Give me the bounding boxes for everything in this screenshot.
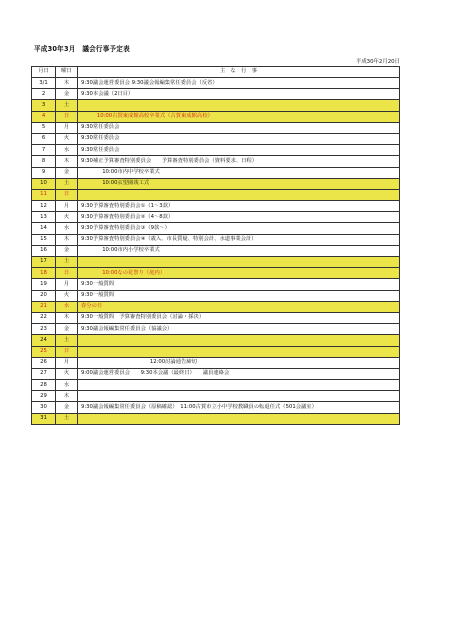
weekday-cell: 日 <box>56 268 78 279</box>
day-cell: 5 <box>32 122 56 133</box>
weekday-cell: 土 <box>56 178 78 189</box>
day-cell: 18 <box>32 268 56 279</box>
table-row <box>32 301 400 312</box>
weekday-cell: 月 <box>56 279 78 290</box>
weekday-cell: 水 <box>56 145 78 156</box>
weekday-cell: 金 <box>56 245 78 256</box>
day-cell: 11 <box>32 189 56 200</box>
day-cell: 29 <box>32 391 56 402</box>
day-cell: 21 <box>32 301 56 312</box>
weekday-cell: 月 <box>56 357 78 368</box>
events-cell: 9:00議会運営委員会 9:30本会議（最終日） 議員連絡会 <box>78 368 400 379</box>
weekday-cell: 水 <box>56 301 78 312</box>
weekday-cell: 日 <box>56 111 78 122</box>
day-cell: 16 <box>32 245 56 256</box>
day-cell: 22 <box>32 312 56 323</box>
events-cell: 10:00市内小学校卒業式 <box>78 245 400 256</box>
day-cell: 30 <box>32 402 56 413</box>
weekday-cell: 火 <box>56 212 78 223</box>
table-row <box>32 234 400 245</box>
table-row <box>32 122 400 133</box>
header-day: 月日 <box>32 67 56 78</box>
events-cell <box>78 100 400 111</box>
events-cell: 9:30予算審査特別委員会②（4〜8款） <box>78 212 400 223</box>
day-cell: 4 <box>32 111 56 122</box>
day-cell: 2 <box>32 89 56 100</box>
day-cell: 27 <box>32 368 56 379</box>
events-cell: 9:30予算審査特別委員会④（歳入、市長質疑、特別会計、水道事業会計） <box>78 234 400 245</box>
events-cell: 9:30議会報編集常任委員会（原稿確認） 11:00古賀市立小中学校教職員の転退任式（501会議室） <box>78 402 400 413</box>
table-row <box>32 78 400 89</box>
events-cell: 9:30一般質問 <box>78 279 400 290</box>
table-row <box>32 100 400 111</box>
weekday-cell: 月 <box>56 122 78 133</box>
table-row <box>32 156 400 167</box>
events-cell: 9:30一般質問 予算審査特別委員会（討論・採決） <box>78 312 400 323</box>
events-cell: 10:00なの花祭り（庭内） <box>78 268 400 279</box>
weekday-cell: 水 <box>56 380 78 391</box>
day-cell: 17 <box>32 257 56 268</box>
events-cell: 9:30常任委員会 <box>78 122 400 133</box>
table-row <box>32 133 400 144</box>
events-cell: 9:30補正予算審査特別委員会 予算審査特別委員会（資料要求、日程） <box>78 156 400 167</box>
table-row <box>32 223 400 234</box>
weekday-cell: 土 <box>56 335 78 346</box>
table-row <box>32 312 400 323</box>
header-events: 主 な 行 事 <box>78 67 400 78</box>
day-cell: 6 <box>32 133 56 144</box>
table-row <box>32 357 400 368</box>
table-header-row <box>32 67 400 78</box>
weekday-cell: 火 <box>56 133 78 144</box>
day-cell: 13 <box>32 212 56 223</box>
table-row <box>32 111 400 122</box>
table-row <box>32 245 400 256</box>
events-cell <box>78 391 400 402</box>
weekday-cell: 金 <box>56 324 78 335</box>
weekday-cell: 金 <box>56 402 78 413</box>
weekday-cell: 水 <box>56 223 78 234</box>
weekday-cell: 土 <box>56 257 78 268</box>
table-row <box>32 257 400 268</box>
header-weekday: 曜日 <box>56 67 78 78</box>
issue-date: 平成30年2月20日 <box>355 59 400 65</box>
day-cell: 3 <box>32 100 56 111</box>
day-cell: 28 <box>32 380 56 391</box>
day-cell: 14 <box>32 223 56 234</box>
day-cell: 31 <box>32 413 56 424</box>
weekday-cell: 土 <box>56 100 78 111</box>
table-row <box>32 324 400 335</box>
day-cell: 12 <box>32 201 56 212</box>
schedule-table <box>31 66 400 425</box>
events-cell <box>78 413 400 424</box>
day-cell: 7 <box>32 145 56 156</box>
table-row <box>32 346 400 357</box>
events-cell: 10:00古賀東成館高校卒業式（古賀東成館高校） <box>78 111 400 122</box>
table-row <box>32 178 400 189</box>
weekday-cell: 日 <box>56 189 78 200</box>
weekday-cell: 日 <box>56 346 78 357</box>
events-cell <box>78 346 400 357</box>
day-cell: 24 <box>32 335 56 346</box>
events-cell: 9:30一般質問 <box>78 290 400 301</box>
table-row <box>32 279 400 290</box>
day-cell: 8 <box>32 156 56 167</box>
table-row <box>32 201 400 212</box>
weekday-cell: 火 <box>56 290 78 301</box>
day-cell: 10 <box>32 178 56 189</box>
events-cell <box>78 257 400 268</box>
weekday-cell: 火 <box>56 368 78 379</box>
events-cell: 9:30本会議（2日目） <box>78 89 400 100</box>
day-cell: 3/1 <box>32 78 56 89</box>
day-cell: 9 <box>32 167 56 178</box>
table-row <box>32 189 400 200</box>
page-title: 平成30年3月 議会行事予定表 <box>34 45 130 53</box>
table-row <box>32 212 400 223</box>
day-cell: 26 <box>32 357 56 368</box>
events-cell: 9:30常任委員会 <box>78 133 400 144</box>
table-row <box>32 402 400 413</box>
events-cell: 9:30議会報編集常任委員会（協議会） <box>78 324 400 335</box>
weekday-cell: 金 <box>56 89 78 100</box>
day-cell: 20 <box>32 290 56 301</box>
table-row <box>32 368 400 379</box>
events-cell <box>78 335 400 346</box>
events-cell: 10:00市内中学校卒業式 <box>78 167 400 178</box>
events-cell <box>78 189 400 200</box>
table-row <box>32 167 400 178</box>
weekday-cell: 木 <box>56 78 78 89</box>
day-cell: 23 <box>32 324 56 335</box>
events-cell: 9:30常任委員会 <box>78 145 400 156</box>
weekday-cell: 木 <box>56 312 78 323</box>
table-row <box>32 290 400 301</box>
day-cell: 15 <box>32 234 56 245</box>
table-row <box>32 413 400 424</box>
events-cell: 9:30予算審査特別委員会③（9款〜） <box>78 223 400 234</box>
events-cell <box>78 380 400 391</box>
weekday-cell: 木 <box>56 234 78 245</box>
schedule-rows <box>32 78 400 425</box>
table-row <box>32 268 400 279</box>
table-row <box>32 89 400 100</box>
table-row <box>32 391 400 402</box>
events-cell: 春分の日 <box>78 301 400 312</box>
events-cell: 9:30議会運営委員会 9:30議会報編集常任委員会（反省） <box>78 78 400 89</box>
weekday-cell: 土 <box>56 413 78 424</box>
events-cell: 10:00玄望園竣工式 <box>78 178 400 189</box>
day-cell: 25 <box>32 346 56 357</box>
events-cell: 9:30予算審査特別委員会①（1〜3款） <box>78 201 400 212</box>
weekday-cell: 木 <box>56 391 78 402</box>
events-cell: 12:00討論通告締切 <box>78 357 400 368</box>
table-row <box>32 145 400 156</box>
weekday-cell: 金 <box>56 167 78 178</box>
weekday-cell: 月 <box>56 201 78 212</box>
weekday-cell: 木 <box>56 156 78 167</box>
table-row <box>32 380 400 391</box>
table-row <box>32 335 400 346</box>
day-cell: 19 <box>32 279 56 290</box>
